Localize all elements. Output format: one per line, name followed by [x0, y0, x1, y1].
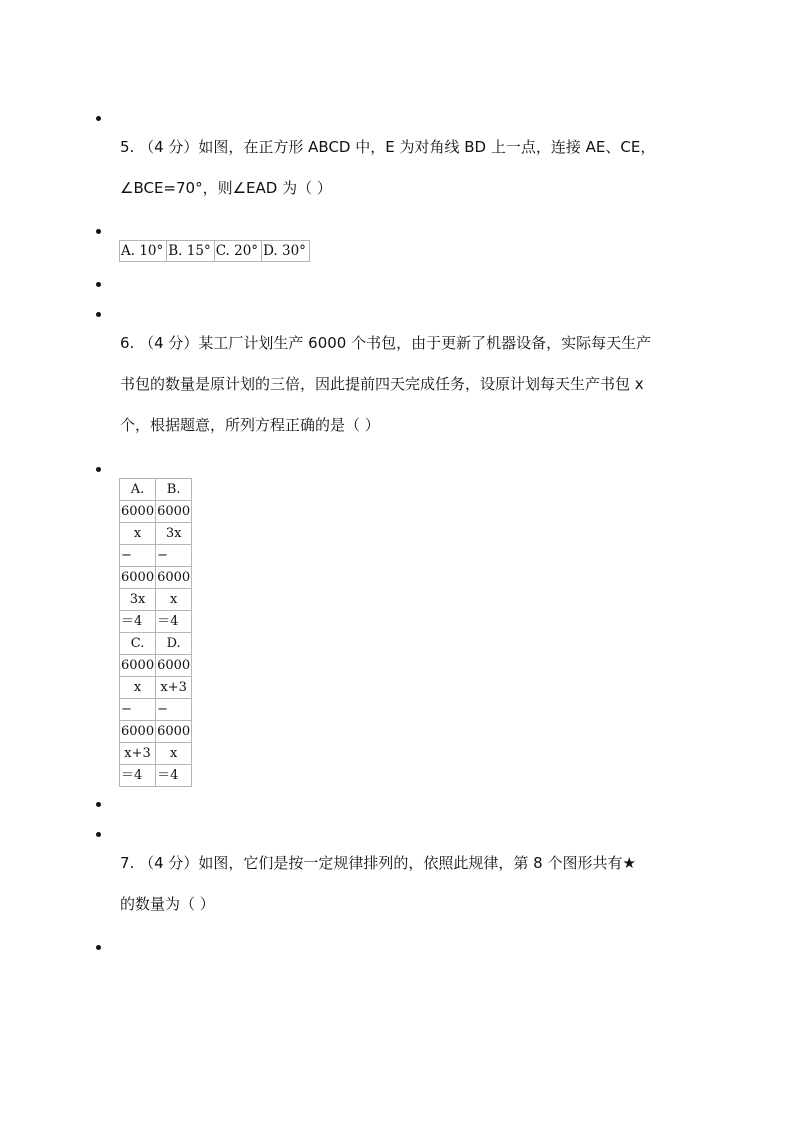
option-cell: −	[156, 545, 192, 567]
option-cell: x+3	[156, 677, 192, 699]
option-a: A. 10°	[120, 241, 167, 262]
option-cell: 6000	[120, 655, 156, 677]
option-b: B. 15°	[167, 241, 214, 262]
option-cell: −	[120, 545, 156, 567]
question-6-line-1: 6. （4 分）某工厂计划生产 6000 个书包，由于更新了机器设备，实际每天生产	[120, 334, 652, 352]
option-cell: x	[156, 743, 192, 765]
question-5-line-1: 5. （4 分）如图，在正方形 ABCD 中，E 为对角线 BD 上一点，连接 AE、CE，	[120, 138, 656, 156]
option-cell: x+3	[120, 743, 156, 765]
list-bullet	[96, 282, 101, 287]
option-cell: 6000	[120, 721, 156, 743]
option-cell: 3x	[156, 523, 192, 545]
option-cell: x	[156, 589, 192, 611]
question-6-line-3: 个，根据题意，所列方程正确的是（ ）	[120, 416, 380, 434]
question-6-line-2: 书包的数量是原计划的三倍，因此提前四天完成任务，设原计划每天生产书包 x	[120, 375, 644, 393]
option-cell: 6000	[156, 501, 192, 523]
list-bullet	[96, 116, 101, 121]
question-7-line-2: 的数量为（ ）	[120, 895, 215, 913]
option-cell: D.	[156, 633, 192, 655]
option-cell: −	[120, 699, 156, 721]
list-bullet	[96, 467, 101, 472]
list-bullet	[96, 832, 101, 837]
option-cell: −	[156, 699, 192, 721]
option-cell: ＝4	[120, 611, 156, 633]
option-cell: ＝4	[156, 765, 192, 787]
list-bullet	[96, 229, 101, 234]
option-cell: x	[120, 677, 156, 699]
option-cell: ＝4	[156, 611, 192, 633]
option-c: C. 20°	[214, 241, 261, 262]
option-d: D. 30°	[262, 241, 310, 262]
option-cell: 6000	[120, 501, 156, 523]
option-cell: C.	[120, 633, 156, 655]
list-bullet	[96, 945, 101, 950]
option-cell: 6000	[120, 567, 156, 589]
option-cell: B.	[156, 479, 192, 501]
option-cell: 3x	[120, 589, 156, 611]
question-7-line-1: 7. （4 分）如图，它们是按一定规律排列的，依照此规律，第 8 个图形共有★	[120, 854, 636, 872]
list-bullet	[96, 312, 101, 317]
option-cell: 6000	[156, 655, 192, 677]
question-6-options	[119, 478, 192, 787]
option-cell: 6000	[156, 721, 192, 743]
option-cell: ＝4	[120, 765, 156, 787]
question-5-line-2: ∠BCE=70°，则∠EAD 为（ ）	[120, 179, 332, 197]
question-5-options	[119, 240, 310, 262]
option-cell: x	[120, 523, 156, 545]
option-cell: 6000	[156, 567, 192, 589]
list-bullet	[96, 802, 101, 807]
option-cell: A.	[120, 479, 156, 501]
